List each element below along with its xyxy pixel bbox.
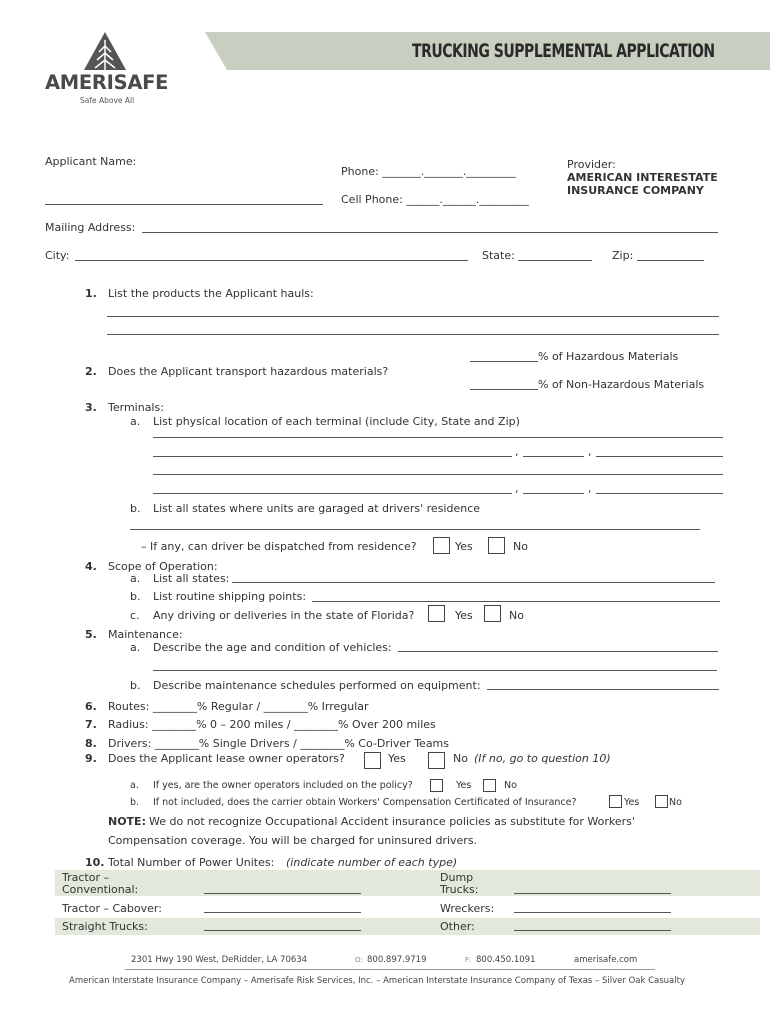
q3-dispatch-yes-checkbox[interactable]: [433, 537, 450, 554]
applicant-name-field[interactable]: [45, 204, 323, 205]
tractor-conventional-label-2: Conventional:: [62, 883, 139, 896]
q9a-text: If yes, are the owner operators included on the policy?: [153, 780, 413, 791]
q3a-line-1[interactable]: [153, 437, 723, 438]
q2-text: Does the Applicant transport hazardous materials?: [108, 365, 389, 378]
q3b-label: b.: [130, 502, 141, 515]
footer-office-label: O:: [355, 956, 363, 964]
q4b-label: b.: [130, 590, 141, 603]
q3a-comma: ,: [588, 445, 592, 458]
power-units-row-3: [55, 918, 760, 935]
footer-divider: [125, 969, 655, 970]
dump-trucks-label-1: Dump: [440, 871, 474, 884]
applicant-name-label: Applicant Name:: [45, 155, 137, 168]
q9a-no-checkbox[interactable]: [483, 779, 496, 792]
logo-wordmark: AMERISAFE: [45, 71, 169, 94]
tractor-cabover-field[interactable]: [204, 912, 361, 913]
q3a-line-2-city[interactable]: [153, 456, 512, 457]
q9b-no-label: No: [669, 797, 682, 808]
tractor-conventional-label-1: Tractor –: [62, 871, 109, 884]
q8-number: 8.: [85, 737, 97, 750]
q4c-no-label: No: [509, 609, 524, 622]
q6-number: 6.: [85, 700, 97, 713]
q3a-label: a.: [130, 415, 141, 428]
q8-text[interactable]: Drivers: ________% Single Drivers / ________% Co-Driver Teams: [108, 737, 450, 750]
q1-line-2[interactable]: [107, 334, 719, 335]
other-field[interactable]: [514, 930, 671, 931]
q4c-no-checkbox[interactable]: [484, 605, 501, 622]
q5a-text: Describe the age and condition of vehicles:: [153, 641, 392, 654]
q1-line-1[interactable]: [107, 316, 719, 317]
zip-label: Zip:: [612, 249, 634, 262]
zip-field[interactable]: [637, 260, 704, 261]
q3a-line-3[interactable]: [153, 474, 723, 475]
q4b-field[interactable]: [312, 601, 720, 602]
q3a-line-4-state[interactable]: [523, 493, 584, 494]
city-field[interactable]: [75, 260, 468, 261]
dump-trucks-label-2: Trucks:: [440, 883, 479, 896]
q9b-label: b.: [130, 797, 140, 808]
other-label: Other:: [440, 920, 475, 933]
q3b-text: List all states where units are garaged at drivers' residence: [153, 502, 481, 515]
q3b-line[interactable]: [130, 529, 700, 530]
q4a-text: List all states:: [153, 572, 230, 585]
footer-website[interactable]: amerisafe.com: [574, 955, 638, 965]
cell-phone-field[interactable]: Cell Phone: ______.______._________: [341, 193, 529, 206]
tractor-cabover-label: Tractor – Cabover:: [62, 902, 162, 915]
q3a-comma: ,: [515, 445, 519, 458]
q4-number: 4.: [85, 560, 97, 573]
note-label: NOTE:: [108, 815, 146, 828]
state-label: State:: [482, 249, 515, 262]
q2-haz-label: % of Hazardous Materials: [538, 350, 679, 363]
q9-no-label: No: [453, 752, 468, 765]
q3a-comma: ,: [588, 482, 592, 495]
q3-dispatch-no-label: No: [513, 540, 528, 553]
q4-text: Scope of Operation:: [108, 560, 218, 573]
q9-yes-label: Yes: [388, 752, 406, 765]
q3a-line-2-state[interactable]: [523, 456, 584, 457]
footer-fax: 800.450.1091: [476, 955, 536, 965]
q3-dispatch-no-checkbox[interactable]: [488, 537, 505, 554]
q5a-field-1[interactable]: [398, 651, 718, 652]
q5-number: 5.: [85, 628, 97, 641]
q5b-field[interactable]: [487, 689, 719, 690]
q3a-line-2-zip[interactable]: [596, 456, 723, 457]
q3-dispatch-yes-label: Yes: [455, 540, 473, 553]
q9-yes-checkbox[interactable]: [364, 752, 381, 769]
provider-name-line2: INSURANCE COMPANY: [567, 184, 704, 197]
q1-number: 1.: [85, 287, 97, 300]
tractor-conventional-field[interactable]: [204, 893, 361, 894]
q9b-no-checkbox[interactable]: [655, 795, 668, 808]
logo-tagline: Safe Above All: [80, 96, 135, 105]
q9a-yes-label: Yes: [456, 780, 472, 791]
q2-number: 2.: [85, 365, 97, 378]
note-text-2: Compensation coverage. You will be charged for uninsured drivers.: [108, 834, 478, 847]
q9b-yes-checkbox[interactable]: [609, 795, 622, 808]
q9a-no-label: No: [504, 780, 517, 791]
q3-dispatch-text: – If any, can driver be dispatched from residence?: [141, 540, 417, 553]
q9-no-checkbox[interactable]: [428, 752, 445, 769]
footer-phone: 800.897.9719: [367, 955, 427, 965]
q7-text[interactable]: Radius: ________% 0 – 200 miles / ________% Over 200 miles: [108, 718, 436, 731]
footer-address: 2301 Hwy 190 West, DeRidder, LA 70634: [131, 955, 308, 965]
q10-note: (indicate number of each type): [286, 856, 458, 869]
state-field[interactable]: [518, 260, 592, 261]
provider-name-line1: AMERICAN INTERESTATE: [567, 171, 718, 184]
q3a-comma: ,: [515, 482, 519, 495]
q4c-label: c.: [130, 609, 140, 622]
footer-companies: American Interstate Insurance Company – Amerisafe Risk Services, Inc. – American Interstate Insurance Company of Texas – Silver Oak Casualty: [69, 976, 685, 986]
q3a-line-4-zip[interactable]: [596, 493, 723, 494]
q9a-label: a.: [130, 780, 139, 791]
q5b-label: b.: [130, 679, 141, 692]
q10-number: 10.: [85, 856, 105, 869]
wreckers-label: Wreckers:: [440, 902, 495, 915]
q2-haz-field[interactable]: [470, 361, 538, 362]
straight-trucks-field[interactable]: [204, 930, 361, 931]
q4c-text: Any driving or deliveries in the state of Florida?: [153, 609, 415, 622]
q9-text: Does the Applicant lease owner operators?: [108, 752, 345, 765]
mailing-address-field[interactable]: [142, 232, 718, 233]
q3a-text: List physical location of each terminal (include City, State and Zip): [153, 415, 520, 428]
page-title: TRUCKING SUPPLEMENTAL APPLICATION: [412, 40, 715, 62]
q4a-field[interactable]: [232, 582, 715, 583]
q10-text: Total Number of Power Unites:: [108, 856, 275, 869]
q4b-text: List routine shipping points:: [153, 590, 307, 603]
q2-nonhaz-field[interactable]: [470, 389, 538, 390]
q1-text: List the products the Applicant hauls:: [108, 287, 314, 300]
q9b-yes-label: Yes: [624, 797, 640, 808]
q5-text: Maintenance:: [108, 628, 183, 641]
q2-nonhaz-label: % of Non-Hazardous Materials: [538, 378, 705, 391]
city-label: City:: [45, 249, 70, 262]
q4c-yes-checkbox[interactable]: [428, 605, 445, 622]
q3-text: Terminals:: [108, 401, 164, 414]
q5a-label: a.: [130, 641, 141, 654]
q9-no-note: (If no, go to question 10): [474, 752, 611, 765]
q9b-text: If not included, does the carrier obtain Workers' Compensation Certificated of Insurance?: [153, 797, 577, 808]
q9a-yes-checkbox[interactable]: [430, 779, 443, 792]
wreckers-field[interactable]: [514, 912, 671, 913]
mailing-address-label: Mailing Address:: [45, 221, 136, 234]
pine-tree-logo-icon: [80, 30, 130, 72]
q3a-line-4-city[interactable]: [153, 493, 512, 494]
provider-label: Provider:: [567, 158, 616, 171]
q5a-field-2[interactable]: [153, 670, 717, 671]
q6-text[interactable]: Routes: ________% Regular / ________% Irregular: [108, 700, 369, 713]
dump-trucks-field[interactable]: [514, 893, 671, 894]
footer-fax-label: F:: [465, 956, 471, 964]
q5b-text: Describe maintenance schedules performed on equipment:: [153, 679, 481, 692]
straight-trucks-label: Straight Trucks:: [62, 920, 148, 933]
q4a-label: a.: [130, 572, 141, 585]
phone-field[interactable]: Phone: _______._______._________: [341, 165, 516, 178]
q4c-yes-label: Yes: [455, 609, 473, 622]
q9-number: 9.: [85, 752, 97, 765]
q3-number: 3.: [85, 401, 97, 414]
q7-number: 7.: [85, 718, 97, 731]
note-text-1: We do not recognize Occupational Accident insurance policies as substitute for Workers': [149, 815, 635, 828]
